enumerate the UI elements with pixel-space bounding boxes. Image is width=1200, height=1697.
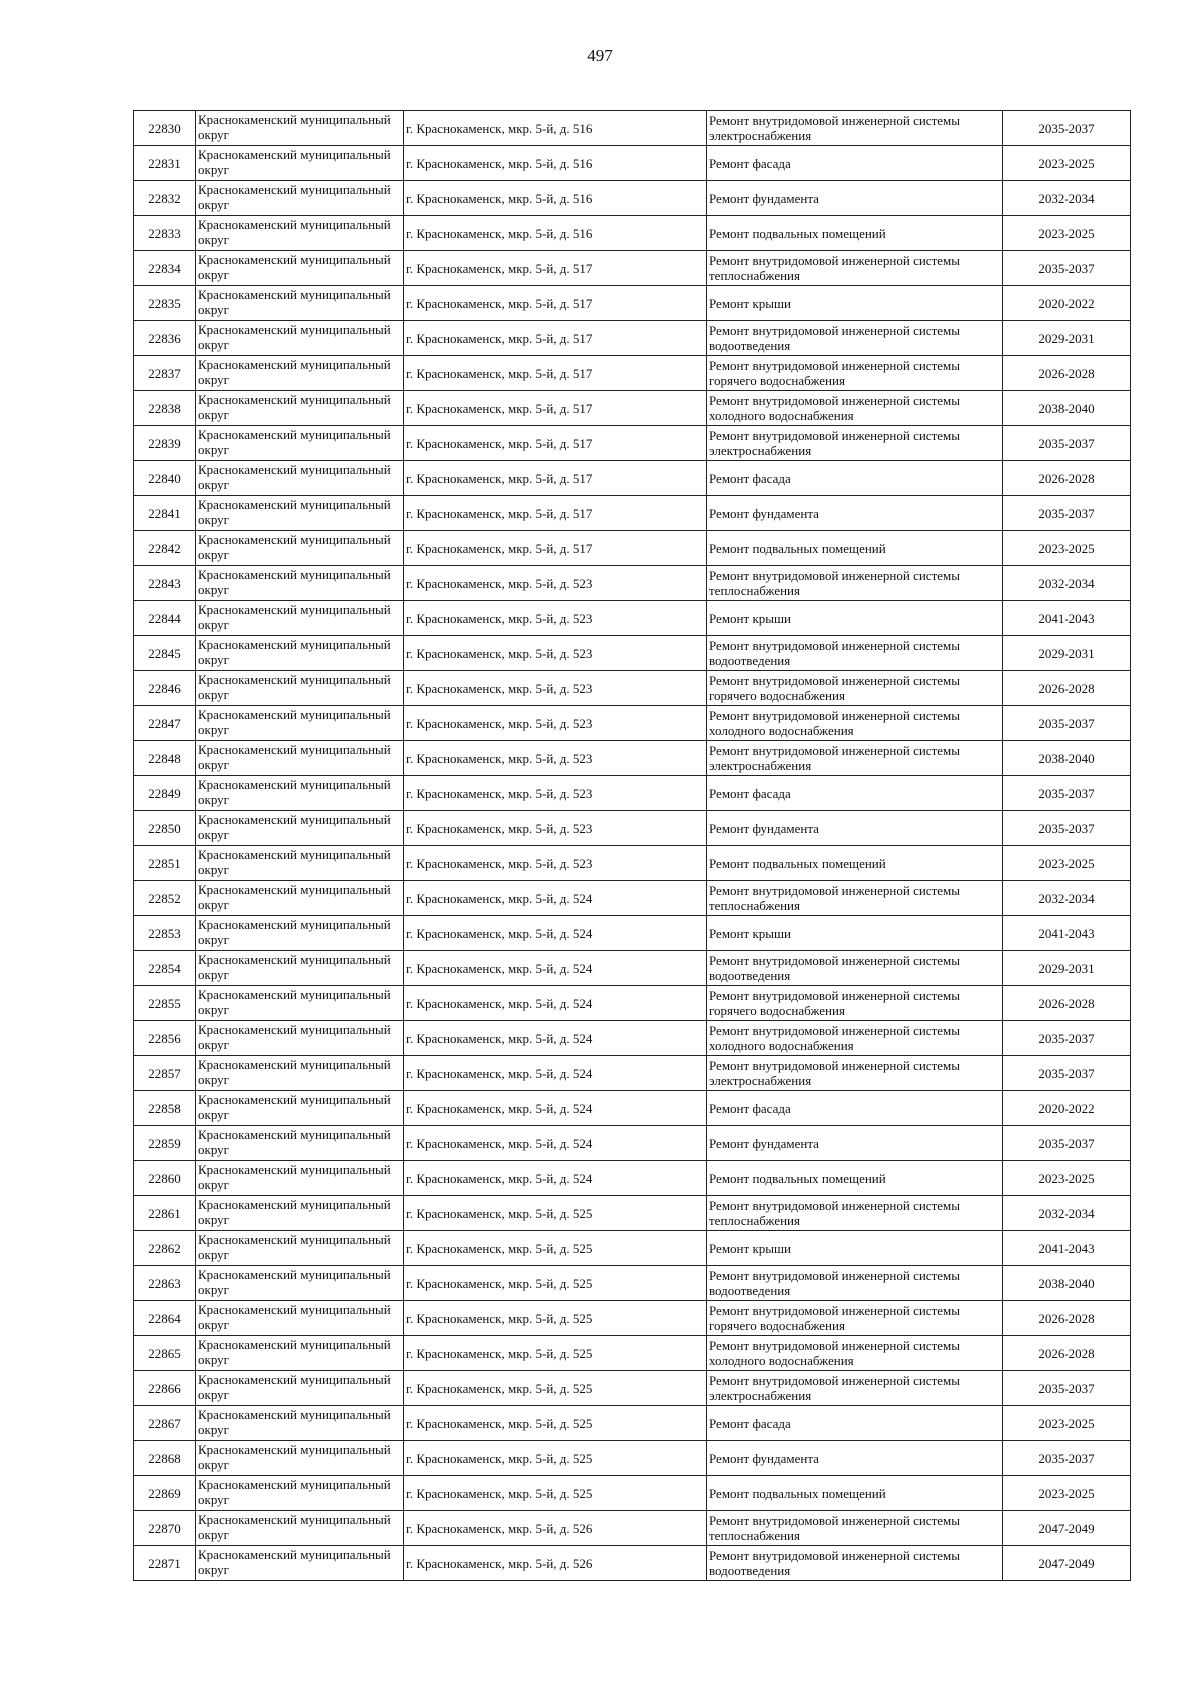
cell-years: 2035-2037	[1003, 496, 1131, 531]
cell-row-number: 22865	[134, 1336, 196, 1371]
cell-work-type: Ремонт подвальных помещений	[707, 216, 1003, 251]
cell-work-type: Ремонт фундамента	[707, 496, 1003, 531]
cell-years: 2035-2037	[1003, 776, 1131, 811]
cell-years: 2035-2037	[1003, 251, 1131, 286]
cell-years: 2023-2025	[1003, 1476, 1131, 1511]
cell-municipality: Краснокаменский муниципальный округ	[196, 671, 404, 706]
cell-address: г. Краснокаменск, мкр. 5-й, д. 525	[404, 1336, 707, 1371]
cell-work-type: Ремонт внутридомовой инженерной системы электроснабжения	[707, 741, 1003, 776]
cell-work-type: Ремонт подвальных помещений	[707, 1476, 1003, 1511]
cell-row-number: 22859	[134, 1126, 196, 1161]
cell-years: 2023-2025	[1003, 216, 1131, 251]
cell-years: 2020-2022	[1003, 286, 1131, 321]
cell-work-type: Ремонт внутридомовой инженерной системы водоотведения	[707, 1266, 1003, 1301]
cell-address: г. Краснокаменск, мкр. 5-й, д. 524	[404, 986, 707, 1021]
cell-work-type: Ремонт внутридомовой инженерной системы горячего водоснабжения	[707, 671, 1003, 706]
cell-municipality: Краснокаменский муниципальный округ	[196, 706, 404, 741]
cell-years: 2041-2043	[1003, 1231, 1131, 1266]
cell-row-number: 22869	[134, 1476, 196, 1511]
cell-address: г. Краснокаменск, мкр. 5-й, д. 526	[404, 1511, 707, 1546]
cell-municipality: Краснокаменский муниципальный округ	[196, 1336, 404, 1371]
table-row	[134, 1441, 1131, 1476]
cell-years: 2023-2025	[1003, 1406, 1131, 1441]
table-row	[134, 216, 1131, 251]
cell-address: г. Краснокаменск, мкр. 5-й, д. 526	[404, 1546, 707, 1581]
cell-municipality: Краснокаменский муниципальный округ	[196, 146, 404, 181]
cell-address: г. Краснокаменск, мкр. 5-й, д. 524	[404, 1021, 707, 1056]
cell-work-type: Ремонт фасада	[707, 461, 1003, 496]
table-row	[134, 741, 1131, 776]
cell-row-number: 22857	[134, 1056, 196, 1091]
cell-row-number: 22856	[134, 1021, 196, 1056]
cell-address: г. Краснокаменск, мкр. 5-й, д. 524	[404, 916, 707, 951]
cell-years: 2041-2043	[1003, 601, 1131, 636]
cell-row-number: 22858	[134, 1091, 196, 1126]
cell-work-type: Ремонт фасада	[707, 1406, 1003, 1441]
cell-row-number: 22853	[134, 916, 196, 951]
cell-row-number: 22836	[134, 321, 196, 356]
cell-municipality: Краснокаменский муниципальный округ	[196, 951, 404, 986]
cell-address: г. Краснокаменск, мкр. 5-й, д. 523	[404, 601, 707, 636]
cell-municipality: Краснокаменский муниципальный округ	[196, 1126, 404, 1161]
cell-address: г. Краснокаменск, мкр. 5-й, д. 517	[404, 391, 707, 426]
cell-years: 2032-2034	[1003, 566, 1131, 601]
cell-address: г. Краснокаменск, мкр. 5-й, д. 523	[404, 776, 707, 811]
cell-municipality: Краснокаменский муниципальный округ	[196, 426, 404, 461]
table-row	[134, 1336, 1131, 1371]
cell-years: 2032-2034	[1003, 181, 1131, 216]
table-row	[134, 111, 1131, 146]
cell-municipality: Краснокаменский муниципальный округ	[196, 1091, 404, 1126]
cell-row-number: 22851	[134, 846, 196, 881]
cell-years: 2023-2025	[1003, 146, 1131, 181]
cell-row-number: 22841	[134, 496, 196, 531]
table-row	[134, 811, 1131, 846]
cell-work-type: Ремонт фундамента	[707, 181, 1003, 216]
cell-row-number: 22861	[134, 1196, 196, 1231]
cell-row-number: 22837	[134, 356, 196, 391]
cell-address: г. Краснокаменск, мкр. 5-й, д. 525	[404, 1441, 707, 1476]
cell-row-number: 22842	[134, 531, 196, 566]
cell-work-type: Ремонт крыши	[707, 286, 1003, 321]
cell-address: г. Краснокаменск, мкр. 5-й, д. 516	[404, 216, 707, 251]
cell-municipality: Краснокаменский муниципальный округ	[196, 1301, 404, 1336]
cell-work-type: Ремонт внутридомовой инженерной системы электроснабжения	[707, 1056, 1003, 1091]
cell-address: г. Краснокаменск, мкр. 5-й, д. 524	[404, 951, 707, 986]
cell-work-type: Ремонт подвальных помещений	[707, 1161, 1003, 1196]
cell-work-type: Ремонт внутридомовой инженерной системы горячего водоснабжения	[707, 986, 1003, 1021]
cell-row-number: 22832	[134, 181, 196, 216]
cell-work-type: Ремонт фундамента	[707, 811, 1003, 846]
cell-years: 2035-2037	[1003, 1126, 1131, 1161]
table-row	[134, 1371, 1131, 1406]
cell-row-number: 22871	[134, 1546, 196, 1581]
cell-address: г. Краснокаменск, мкр. 5-й, д. 524	[404, 1126, 707, 1161]
cell-municipality: Краснокаменский муниципальный округ	[196, 741, 404, 776]
cell-work-type: Ремонт внутридомовой инженерной системы холодного водоснабжения	[707, 706, 1003, 741]
table-row	[134, 1056, 1131, 1091]
table-row	[134, 706, 1131, 741]
table-row	[134, 951, 1131, 986]
cell-row-number: 22866	[134, 1371, 196, 1406]
cell-municipality: Краснокаменский муниципальный округ	[196, 1266, 404, 1301]
cell-municipality: Краснокаменский муниципальный округ	[196, 1021, 404, 1056]
cell-work-type: Ремонт внутридомовой инженерной системы электроснабжения	[707, 1371, 1003, 1406]
cell-address: г. Краснокаменск, мкр. 5-й, д. 525	[404, 1231, 707, 1266]
cell-work-type: Ремонт внутридомовой инженерной системы теплоснабжения	[707, 251, 1003, 286]
cell-municipality: Краснокаменский муниципальный округ	[196, 1231, 404, 1266]
table-row	[134, 426, 1131, 461]
table-row	[134, 601, 1131, 636]
cell-years: 2047-2049	[1003, 1511, 1131, 1546]
cell-row-number: 22840	[134, 461, 196, 496]
cell-row-number: 22854	[134, 951, 196, 986]
cell-row-number: 22849	[134, 776, 196, 811]
page-number: 497	[587, 46, 613, 65]
cell-municipality: Краснокаменский муниципальный округ	[196, 636, 404, 671]
cell-address: г. Краснокаменск, мкр. 5-й, д. 517	[404, 531, 707, 566]
cell-work-type: Ремонт подвальных помещений	[707, 531, 1003, 566]
cell-work-type: Ремонт фасада	[707, 146, 1003, 181]
cell-work-type: Ремонт фасада	[707, 1091, 1003, 1126]
cell-years: 2035-2037	[1003, 706, 1131, 741]
cell-years: 2035-2037	[1003, 811, 1131, 846]
cell-work-type: Ремонт внутридомовой инженерной системы водоотведения	[707, 1546, 1003, 1581]
table-row	[134, 1196, 1131, 1231]
cell-municipality: Краснокаменский муниципальный округ	[196, 1371, 404, 1406]
cell-municipality: Краснокаменский муниципальный округ	[196, 986, 404, 1021]
cell-address: г. Краснокаменск, мкр. 5-й, д. 524	[404, 1056, 707, 1091]
table-row	[134, 1406, 1131, 1441]
cell-row-number: 22868	[134, 1441, 196, 1476]
cell-years: 2026-2028	[1003, 1301, 1131, 1336]
cell-work-type: Ремонт внутридомовой инженерной системы холодного водоснабжения	[707, 1336, 1003, 1371]
cell-row-number: 22844	[134, 601, 196, 636]
cell-address: г. Краснокаменск, мкр. 5-й, д. 517	[404, 321, 707, 356]
cell-municipality: Краснокаменский муниципальный округ	[196, 1511, 404, 1546]
cell-municipality: Краснокаменский муниципальный округ	[196, 216, 404, 251]
cell-row-number: 22860	[134, 1161, 196, 1196]
cell-work-type: Ремонт крыши	[707, 601, 1003, 636]
cell-years: 2035-2037	[1003, 1021, 1131, 1056]
table-body	[134, 111, 1131, 1581]
cell-work-type: Ремонт крыши	[707, 916, 1003, 951]
cell-years: 2038-2040	[1003, 741, 1131, 776]
cell-work-type: Ремонт фундамента	[707, 1441, 1003, 1476]
table-row	[134, 1231, 1131, 1266]
cell-address: г. Краснокаменск, мкр. 5-й, д. 516	[404, 181, 707, 216]
cell-address: г. Краснокаменск, мкр. 5-й, д. 516	[404, 111, 707, 146]
table-row	[134, 496, 1131, 531]
cell-municipality: Краснокаменский муниципальный округ	[196, 496, 404, 531]
cell-row-number: 22867	[134, 1406, 196, 1441]
cell-municipality: Краснокаменский муниципальный округ	[196, 1441, 404, 1476]
cell-years: 2029-2031	[1003, 321, 1131, 356]
table-row	[134, 881, 1131, 916]
cell-municipality: Краснокаменский муниципальный округ	[196, 1161, 404, 1196]
cell-row-number: 22870	[134, 1511, 196, 1546]
table-row	[134, 531, 1131, 566]
cell-row-number: 22852	[134, 881, 196, 916]
cell-municipality: Краснокаменский муниципальный округ	[196, 321, 404, 356]
cell-address: г. Краснокаменск, мкр. 5-й, д. 524	[404, 1091, 707, 1126]
cell-years: 2047-2049	[1003, 1546, 1131, 1581]
cell-years: 2035-2037	[1003, 111, 1131, 146]
cell-municipality: Краснокаменский муниципальный округ	[196, 811, 404, 846]
cell-row-number: 22834	[134, 251, 196, 286]
cell-work-type: Ремонт внутридомовой инженерной системы холодного водоснабжения	[707, 1021, 1003, 1056]
cell-row-number: 22862	[134, 1231, 196, 1266]
table-row	[134, 566, 1131, 601]
cell-work-type: Ремонт внутридомовой инженерной системы теплоснабжения	[707, 881, 1003, 916]
cell-municipality: Краснокаменский муниципальный округ	[196, 181, 404, 216]
cell-municipality: Краснокаменский муниципальный округ	[196, 1476, 404, 1511]
cell-address: г. Краснокаменск, мкр. 5-й, д. 525	[404, 1266, 707, 1301]
cell-municipality: Краснокаменский муниципальный округ	[196, 111, 404, 146]
cell-work-type: Ремонт внутридомовой инженерной системы водоотведения	[707, 321, 1003, 356]
cell-work-type: Ремонт внутридомовой инженерной системы теплоснабжения	[707, 566, 1003, 601]
table-row	[134, 846, 1131, 881]
cell-work-type: Ремонт внутридомовой инженерной системы водоотведения	[707, 636, 1003, 671]
repair-schedule-table	[133, 110, 1131, 1581]
table-row	[134, 1126, 1131, 1161]
cell-years: 2035-2037	[1003, 1371, 1131, 1406]
cell-municipality: Краснокаменский муниципальный округ	[196, 461, 404, 496]
cell-address: г. Краснокаменск, мкр. 5-й, д. 523	[404, 706, 707, 741]
table-row	[134, 251, 1131, 286]
cell-work-type: Ремонт внутридомовой инженерной системы электроснабжения	[707, 426, 1003, 461]
cell-municipality: Краснокаменский муниципальный округ	[196, 1196, 404, 1231]
cell-municipality: Краснокаменский муниципальный округ	[196, 566, 404, 601]
cell-years: 2029-2031	[1003, 951, 1131, 986]
cell-work-type: Ремонт внутридомовой инженерной системы горячего водоснабжения	[707, 1301, 1003, 1336]
cell-years: 2038-2040	[1003, 391, 1131, 426]
cell-row-number: 22843	[134, 566, 196, 601]
cell-row-number: 22847	[134, 706, 196, 741]
cell-address: г. Краснокаменск, мкр. 5-й, д. 525	[404, 1371, 707, 1406]
cell-years: 2032-2034	[1003, 881, 1131, 916]
cell-row-number: 22848	[134, 741, 196, 776]
cell-years: 2023-2025	[1003, 1161, 1131, 1196]
cell-municipality: Краснокаменский муниципальный округ	[196, 1546, 404, 1581]
cell-address: г. Краснокаменск, мкр. 5-й, д. 517	[404, 496, 707, 531]
table-row	[134, 986, 1131, 1021]
cell-municipality: Краснокаменский муниципальный округ	[196, 881, 404, 916]
cell-address: г. Краснокаменск, мкр. 5-й, д. 523	[404, 636, 707, 671]
cell-row-number: 22850	[134, 811, 196, 846]
cell-work-type: Ремонт фундамента	[707, 1126, 1003, 1161]
cell-address: г. Краснокаменск, мкр. 5-й, д. 525	[404, 1301, 707, 1336]
cell-address: г. Краснокаменск, мкр. 5-й, д. 523	[404, 811, 707, 846]
cell-row-number: 22855	[134, 986, 196, 1021]
cell-row-number: 22863	[134, 1266, 196, 1301]
cell-years: 2026-2028	[1003, 461, 1131, 496]
table-row	[134, 671, 1131, 706]
table-row	[134, 776, 1131, 811]
cell-work-type: Ремонт подвальных помещений	[707, 846, 1003, 881]
cell-address: г. Краснокаменск, мкр. 5-й, д. 517	[404, 461, 707, 496]
table-row	[134, 1266, 1131, 1301]
cell-years: 2035-2037	[1003, 1056, 1131, 1091]
cell-years: 2029-2031	[1003, 636, 1131, 671]
cell-work-type: Ремонт внутридомовой инженерной системы водоотведения	[707, 951, 1003, 986]
cell-municipality: Краснокаменский муниципальный округ	[196, 251, 404, 286]
cell-row-number: 22839	[134, 426, 196, 461]
cell-years: 2038-2040	[1003, 1266, 1131, 1301]
cell-years: 2032-2034	[1003, 1196, 1131, 1231]
table-row	[134, 461, 1131, 496]
cell-years: 2041-2043	[1003, 916, 1131, 951]
table-row	[134, 181, 1131, 216]
cell-row-number: 22845	[134, 636, 196, 671]
cell-work-type: Ремонт внутридомовой инженерной системы теплоснабжения	[707, 1511, 1003, 1546]
cell-row-number: 22835	[134, 286, 196, 321]
cell-years: 2023-2025	[1003, 531, 1131, 566]
table-row	[134, 1021, 1131, 1056]
table-row	[134, 1546, 1131, 1581]
cell-municipality: Краснокаменский муниципальный округ	[196, 601, 404, 636]
cell-years: 2026-2028	[1003, 1336, 1131, 1371]
cell-address: г. Краснокаменск, мкр. 5-й, д. 517	[404, 356, 707, 391]
table-row	[134, 391, 1131, 426]
table-row	[134, 146, 1131, 181]
cell-address: г. Краснокаменск, мкр. 5-й, д. 525	[404, 1196, 707, 1231]
table-row	[134, 1091, 1131, 1126]
cell-address: г. Краснокаменск, мкр. 5-й, д. 523	[404, 741, 707, 776]
cell-municipality: Краснокаменский муниципальный округ	[196, 356, 404, 391]
cell-work-type: Ремонт внутридомовой инженерной системы холодного водоснабжения	[707, 391, 1003, 426]
cell-work-type: Ремонт внутридомовой инженерной системы горячего водоснабжения	[707, 356, 1003, 391]
cell-row-number: 22838	[134, 391, 196, 426]
cell-municipality: Краснокаменский муниципальный округ	[196, 286, 404, 321]
cell-work-type: Ремонт фасада	[707, 776, 1003, 811]
cell-address: г. Краснокаменск, мкр. 5-й, д. 525	[404, 1406, 707, 1441]
cell-years: 2035-2037	[1003, 426, 1131, 461]
cell-address: г. Краснокаменск, мкр. 5-й, д. 525	[404, 1476, 707, 1511]
cell-row-number: 22864	[134, 1301, 196, 1336]
cell-address: г. Краснокаменск, мкр. 5-й, д. 517	[404, 426, 707, 461]
cell-years: 2026-2028	[1003, 356, 1131, 391]
cell-address: г. Краснокаменск, мкр. 5-й, д. 517	[404, 286, 707, 321]
cell-years: 2026-2028	[1003, 986, 1131, 1021]
cell-address: г. Краснокаменск, мкр. 5-й, д. 516	[404, 146, 707, 181]
cell-municipality: Краснокаменский муниципальный округ	[196, 1056, 404, 1091]
cell-years: 2020-2022	[1003, 1091, 1131, 1126]
cell-work-type: Ремонт внутридомовой инженерной системы теплоснабжения	[707, 1196, 1003, 1231]
table-row	[134, 1476, 1131, 1511]
cell-work-type: Ремонт крыши	[707, 1231, 1003, 1266]
cell-municipality: Краснокаменский муниципальный округ	[196, 1406, 404, 1441]
cell-address: г. Краснокаменск, мкр. 5-й, д. 523	[404, 566, 707, 601]
cell-municipality: Краснокаменский муниципальный округ	[196, 846, 404, 881]
cell-row-number: 22846	[134, 671, 196, 706]
table-row	[134, 1511, 1131, 1546]
table-row	[134, 916, 1131, 951]
table-row	[134, 636, 1131, 671]
cell-row-number: 22833	[134, 216, 196, 251]
table-row	[134, 1161, 1131, 1196]
cell-municipality: Краснокаменский муниципальный округ	[196, 531, 404, 566]
cell-work-type: Ремонт внутридомовой инженерной системы электроснабжения	[707, 111, 1003, 146]
cell-municipality: Краснокаменский муниципальный округ	[196, 391, 404, 426]
cell-years: 2023-2025	[1003, 846, 1131, 881]
cell-address: г. Краснокаменск, мкр. 5-й, д. 517	[404, 251, 707, 286]
cell-row-number: 22831	[134, 146, 196, 181]
cell-address: г. Краснокаменск, мкр. 5-й, д. 523	[404, 671, 707, 706]
cell-municipality: Краснокаменский муниципальный округ	[196, 916, 404, 951]
cell-municipality: Краснокаменский муниципальный округ	[196, 776, 404, 811]
cell-years: 2026-2028	[1003, 671, 1131, 706]
cell-years: 2035-2037	[1003, 1441, 1131, 1476]
cell-address: г. Краснокаменск, мкр. 5-й, д. 524	[404, 1161, 707, 1196]
table-row	[134, 356, 1131, 391]
cell-row-number: 22830	[134, 111, 196, 146]
table-row	[134, 321, 1131, 356]
table-row	[134, 286, 1131, 321]
cell-address: г. Краснокаменск, мкр. 5-й, д. 524	[404, 881, 707, 916]
table-row	[134, 1301, 1131, 1336]
cell-address: г. Краснокаменск, мкр. 5-й, д. 523	[404, 846, 707, 881]
